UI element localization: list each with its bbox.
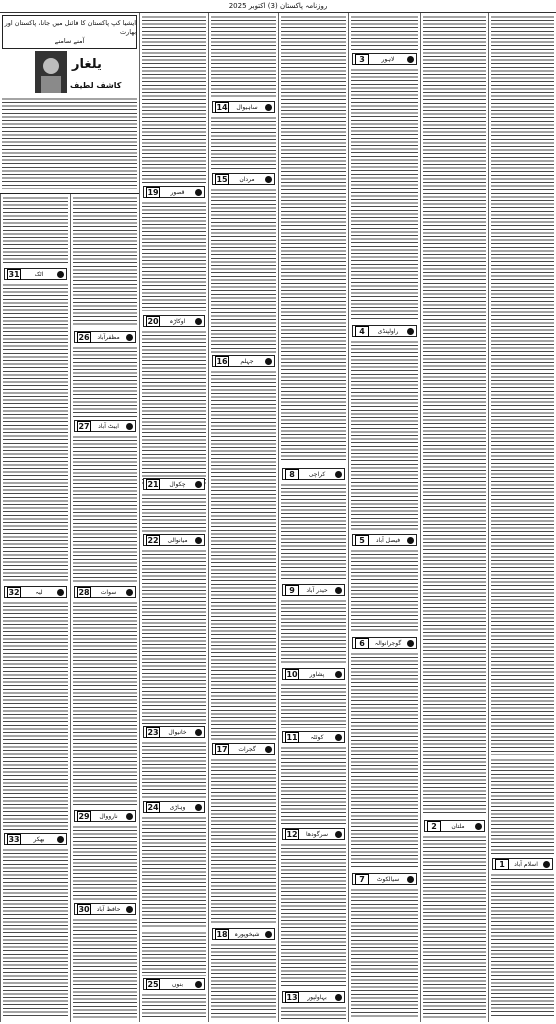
text-block xyxy=(281,599,346,665)
bullet-icon xyxy=(195,318,202,325)
section-number: 15 xyxy=(216,174,228,184)
section-label xyxy=(74,331,136,343)
section-label xyxy=(143,478,205,490)
bullet-icon xyxy=(335,994,342,1001)
section-label xyxy=(143,534,205,546)
section-title: مظفرآباد xyxy=(97,333,120,341)
text-block xyxy=(3,601,68,831)
text-block xyxy=(2,97,137,189)
bullet-icon xyxy=(57,836,64,843)
section-label xyxy=(143,726,205,738)
column-4 xyxy=(278,13,348,1022)
text-block xyxy=(351,549,418,633)
text-block xyxy=(73,346,137,418)
section-label xyxy=(212,355,275,367)
section-number: 18 xyxy=(216,929,228,939)
text-block xyxy=(281,1006,346,1020)
bullet-icon xyxy=(195,537,202,544)
section-label xyxy=(282,828,345,840)
section-title: چکوال xyxy=(169,480,186,488)
section-number: 31 xyxy=(8,269,20,279)
section-title: گجرات xyxy=(238,745,256,753)
bullet-icon xyxy=(543,861,550,868)
section-title: فیصل آباد xyxy=(375,536,401,544)
text-block xyxy=(3,283,68,583)
column-6 xyxy=(139,13,208,1022)
bullet-icon xyxy=(335,831,342,838)
section-number: 32 xyxy=(8,587,20,597)
text-block xyxy=(491,873,554,1018)
column-1 xyxy=(488,13,556,1022)
section-number: 5 xyxy=(355,535,369,546)
section-label xyxy=(282,668,345,680)
section-title: کراچی xyxy=(308,470,326,478)
text-block xyxy=(142,931,206,976)
section-title: لاہور xyxy=(381,55,395,63)
text-block xyxy=(423,15,486,815)
section-label xyxy=(212,101,275,113)
section-title: حیدر آباد xyxy=(306,586,328,594)
bullet-icon xyxy=(126,334,133,341)
column-title-line1: ایشیا کپ پاکستان کا فائنل میں جانا، پاکستان اور بھارت xyxy=(4,18,136,36)
section-number: 3 xyxy=(355,54,369,65)
section-number: 11 xyxy=(286,732,298,742)
section-title: خانیوال xyxy=(168,728,187,736)
section-label xyxy=(143,186,205,198)
text-block xyxy=(491,15,554,755)
section-label xyxy=(143,315,205,327)
section-number: 30 xyxy=(78,904,90,914)
section-number: 21 xyxy=(147,479,159,489)
section-label xyxy=(143,801,205,813)
bullet-icon xyxy=(195,981,202,988)
section-title: شیخوپورہ xyxy=(234,930,260,938)
column-2 xyxy=(420,13,488,1022)
text-block xyxy=(142,993,206,1018)
text-block xyxy=(142,201,206,311)
section-number: 22 xyxy=(147,535,159,545)
section-label xyxy=(282,584,345,596)
section-title: حافظ آباد xyxy=(96,905,121,913)
text-block xyxy=(281,843,346,988)
bullet-icon xyxy=(195,189,202,196)
text-block xyxy=(142,741,206,799)
section-number: 16 xyxy=(216,356,228,366)
section-title: کوئٹہ xyxy=(310,733,324,741)
text-block xyxy=(351,888,418,1018)
text-block xyxy=(3,848,68,1018)
text-block xyxy=(73,435,137,583)
text-block xyxy=(351,340,418,530)
bullet-icon xyxy=(407,537,414,544)
bullet-icon xyxy=(57,271,64,278)
section-title: گوجرانوالہ xyxy=(374,639,402,647)
section-label xyxy=(143,978,205,990)
column-title-banner xyxy=(2,15,137,49)
section-title: سرگودھا xyxy=(306,830,328,838)
text-block xyxy=(423,835,486,1018)
section-title: قصور xyxy=(170,188,185,196)
section-title: ساہیوال xyxy=(236,103,258,111)
section-number: 17 xyxy=(216,744,228,754)
text-block xyxy=(142,816,206,928)
section-title: اوکاڑہ xyxy=(169,317,186,325)
text-block xyxy=(142,493,206,533)
text-block xyxy=(351,68,418,321)
section-title: نارووال xyxy=(99,812,118,820)
bullet-icon xyxy=(475,823,482,830)
bullet-icon xyxy=(335,587,342,594)
text-block xyxy=(211,370,276,740)
bullet-icon xyxy=(126,813,133,820)
bullet-icon xyxy=(265,176,272,183)
text-block xyxy=(3,196,68,266)
section-number: 2 xyxy=(427,821,441,832)
section-title: اٹک xyxy=(34,270,44,278)
bullet-icon xyxy=(265,746,272,753)
section-number: 7 xyxy=(355,874,369,885)
bullet-icon xyxy=(195,481,202,488)
bullet-icon xyxy=(407,56,414,63)
column-author: کاشف لطیف xyxy=(70,81,122,90)
section-label xyxy=(74,586,136,598)
text-block xyxy=(281,683,346,728)
text-block xyxy=(351,652,418,867)
bullet-icon xyxy=(195,804,202,811)
section-number: 29 xyxy=(78,811,90,821)
section-number: 23 xyxy=(147,727,159,737)
section-label xyxy=(212,743,275,755)
section-label xyxy=(212,173,275,185)
section-label xyxy=(282,468,345,480)
section-title: میانوالی xyxy=(167,536,188,544)
section-title: مردان xyxy=(239,175,255,183)
section-title: بہاولپور xyxy=(307,993,327,1001)
text-block xyxy=(211,943,276,1018)
text-block xyxy=(73,918,137,1018)
column-header xyxy=(0,13,139,194)
section-label xyxy=(352,637,417,649)
bullet-icon xyxy=(126,423,133,430)
section-number: 28 xyxy=(78,587,90,597)
bullet-icon xyxy=(407,328,414,335)
section-label xyxy=(282,731,345,743)
bullet-icon xyxy=(335,734,342,741)
bullet-icon xyxy=(126,589,133,596)
portrait-icon xyxy=(35,51,67,93)
section-number: 10 xyxy=(286,669,298,679)
column-5 xyxy=(208,13,278,1022)
bullet-icon xyxy=(265,104,272,111)
section-label xyxy=(4,833,67,845)
section-label xyxy=(212,928,275,940)
section-title: سوات xyxy=(100,588,117,596)
section-title: اسلام آباد xyxy=(514,860,538,868)
section-number: 12 xyxy=(286,829,298,839)
text-block xyxy=(73,601,137,806)
section-label xyxy=(352,873,417,885)
bullet-icon xyxy=(335,471,342,478)
bullet-icon xyxy=(407,640,414,647)
section-number: 4 xyxy=(355,326,369,337)
section-number: 13 xyxy=(286,992,298,1002)
section-label xyxy=(74,810,136,822)
section-label xyxy=(352,534,417,546)
bullet-icon xyxy=(265,358,272,365)
bullet-icon xyxy=(335,671,342,678)
section-number: 1 xyxy=(495,859,509,870)
section-title: جہلم xyxy=(240,357,254,365)
section-title: بنوں xyxy=(172,980,183,988)
section-number: 25 xyxy=(147,979,159,989)
section-number: 20 xyxy=(147,316,159,326)
text-block xyxy=(211,188,276,353)
section-number: 19 xyxy=(147,187,159,197)
section-label xyxy=(352,53,417,65)
text-block xyxy=(73,825,137,900)
section-title: ملتان xyxy=(451,822,465,830)
section-label xyxy=(4,586,67,598)
text-block xyxy=(281,15,346,463)
text-block xyxy=(142,15,206,183)
bullet-icon xyxy=(195,729,202,736)
bullet-icon xyxy=(126,906,133,913)
text-block xyxy=(211,758,276,923)
text-block xyxy=(281,483,346,581)
section-number: 26 xyxy=(78,332,90,342)
section-title: لیہ xyxy=(35,588,43,596)
section-title: سیالکوٹ xyxy=(376,875,400,883)
section-label xyxy=(492,858,553,870)
column-logo: یلغار xyxy=(72,57,102,72)
bullet-icon xyxy=(265,931,272,938)
author-photo xyxy=(35,51,67,93)
section-number: 33 xyxy=(8,834,20,844)
text-block xyxy=(491,758,554,855)
text-block xyxy=(351,15,418,51)
section-label xyxy=(282,991,345,1003)
text-block xyxy=(281,746,346,826)
section-label xyxy=(352,325,417,337)
page-header-title: روزنامہ پاکستان (3) اکتوبر 2025 xyxy=(228,2,328,10)
section-number: 24 xyxy=(147,802,159,812)
text-block xyxy=(73,196,137,326)
section-label xyxy=(4,268,67,280)
section-title: راولپنڈی xyxy=(377,327,399,335)
section-label xyxy=(74,420,136,432)
page-header xyxy=(0,0,556,13)
text-block xyxy=(211,116,276,171)
section-title: وہاڑی xyxy=(169,803,186,811)
section-number: 9 xyxy=(285,585,299,596)
text-block xyxy=(211,15,276,97)
section-number: 27 xyxy=(78,421,90,431)
section-title: ایبٹ آباد xyxy=(98,422,119,430)
section-title: پشاور xyxy=(309,670,325,678)
section-number: 6 xyxy=(355,638,369,649)
section-number: 8 xyxy=(285,469,299,480)
section-label xyxy=(74,903,136,915)
bullet-icon xyxy=(407,876,414,883)
text-block xyxy=(142,549,206,724)
bullet-icon xyxy=(57,589,64,596)
section-number: 14 xyxy=(216,102,228,112)
column-3 xyxy=(348,13,420,1022)
section-title: بھکر xyxy=(33,835,45,843)
text-block xyxy=(142,330,206,485)
section-label xyxy=(424,820,485,832)
column-title-line2: آمنے سامنے xyxy=(54,36,85,45)
